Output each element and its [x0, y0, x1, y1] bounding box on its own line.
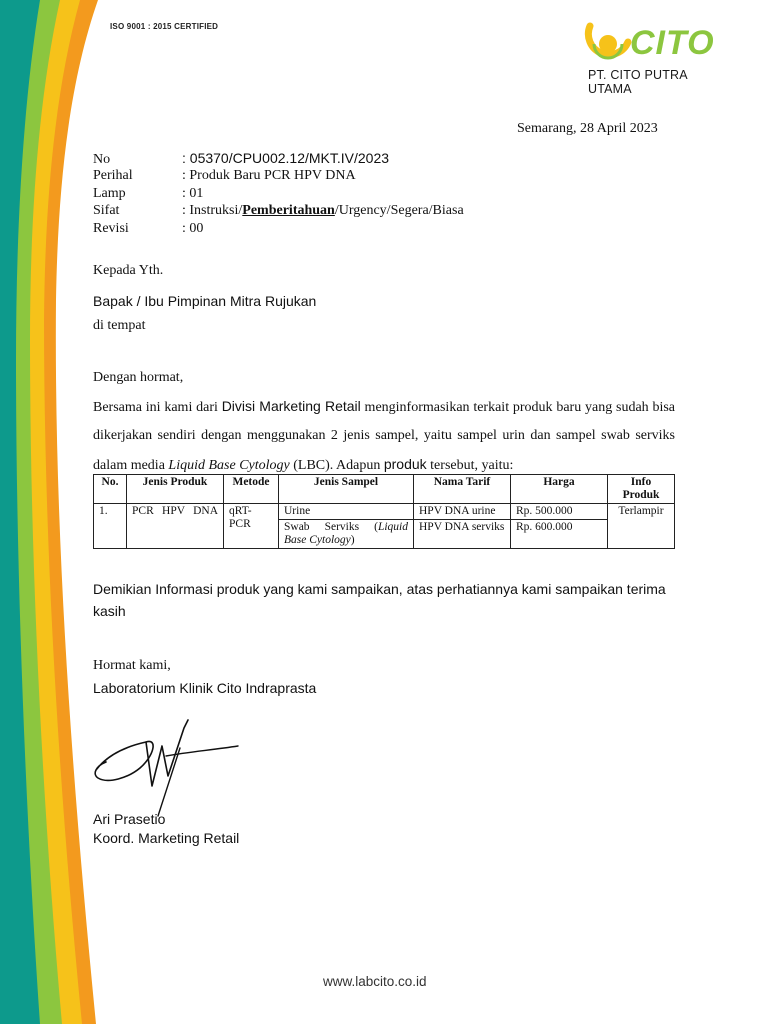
col-header-jenis-produk: Jenis Produk [127, 475, 224, 504]
meta-perihal [93, 167, 356, 185]
cell-harga: Rp. 600.000 [511, 520, 608, 549]
footer-website: www.labcito.co.id [323, 974, 427, 989]
iso-certification: ISO 9001 : 2015 CERTIFIED [110, 22, 219, 31]
sampel-text: Swab Serviks ( [284, 521, 378, 533]
cell-info-produk: Terlampir [608, 504, 675, 549]
col-header-harga: Harga [511, 475, 608, 504]
col-header-jenis-sampel: Jenis Sampel [279, 475, 414, 504]
meta-label: Lamp [93, 186, 126, 201]
meta-lamp [93, 185, 203, 203]
meta-label: Sifat [93, 203, 120, 218]
cell-no: 1. [94, 504, 127, 549]
logo-wordmark: CITO [630, 24, 715, 62]
sampel-italic: Liquid Base Cytology [284, 521, 408, 546]
signer-name: Ari Prasetio [93, 811, 166, 827]
cell-jenis-sampel [279, 520, 414, 549]
col-header-no: No. [94, 475, 127, 504]
cell-jenis-produk-text: PCR HPV DNA [132, 505, 218, 517]
cell-jenis-produk [127, 504, 224, 549]
cell-nama-tarif: HPV DNA urine [414, 504, 511, 520]
meta-value: : Produk Baru PCR HPV DNA [182, 168, 356, 183]
institution-name: Laboratorium Klinik Cito Indraprasta [93, 680, 317, 696]
body-text: tersebut, yaitu: [426, 458, 514, 473]
recipient-place: di tempat [93, 318, 146, 333]
meta-sifat [93, 202, 464, 220]
meta-value: : 01 [182, 186, 204, 201]
regards: Hormat kami, [93, 658, 171, 673]
sampel-end: ) [350, 534, 355, 546]
meta-value: : 00 [182, 221, 204, 236]
col-header-info-produk: Info Produk [608, 475, 675, 504]
col-header-metode: Metode [224, 475, 279, 504]
product-table [93, 474, 675, 549]
produk-word: produk [383, 456, 427, 472]
meta-value-prefix: : Instruksi/ [182, 203, 243, 218]
meta-value-emphasis: Pemberitahuan [242, 203, 335, 218]
cell-nama-tarif: HPV DNA serviks [414, 520, 511, 549]
table-header-row [94, 475, 675, 504]
body-text: Bersama ini kami dari [93, 400, 222, 415]
col-header-nama-tarif: Nama Tarif [414, 475, 511, 504]
salutation: Dengan hormat, [93, 370, 184, 385]
handwritten-signature [88, 712, 248, 822]
logo-sun-icon [584, 22, 632, 66]
company-name: PT. CITO PUTRA UTAMA [588, 68, 688, 96]
meta-label: Revisi [93, 221, 129, 236]
meta-label: Perihal [93, 168, 133, 183]
meta-label: No [93, 152, 111, 167]
cell-harga: Rp. 500.000 [511, 504, 608, 520]
table-row [94, 504, 675, 520]
meta-no [93, 150, 389, 169]
cell-jenis-sampel: Urine [279, 504, 414, 520]
recipient-greeting: Kepada Yth. [93, 263, 164, 278]
closing-paragraph: Demikian Informasi produk yang kami sampaikan, atas perhatiannya kami sampaikan terima kasih [93, 581, 666, 619]
signer-title: Koord. Marketing Retail [93, 830, 240, 846]
meta-value: : 05370/CPU002.12/MKT.IV/2023 [182, 150, 390, 166]
company-logo [584, 20, 734, 96]
lbc-term: Liquid Base Cytology [168, 458, 290, 473]
body-text: menginformasikan terkait produk baru yang sudah bisa dikerjakan sendiri dengan menggunakan 2 jenis sampel, yaitu sampel urin dan sampel swab serviks dalam media [93, 400, 675, 473]
division-name: Divisi Marketing Retail [221, 398, 361, 414]
meta-value-suffix: /Urgency/Segera/Biasa [334, 203, 464, 218]
recipient-name: Bapak / Ibu Pimpinan Mitra Rujukan [93, 293, 317, 309]
letter-date: Semarang, 28 April 2023 [517, 121, 658, 136]
body-text: (LBC). Adapun [289, 458, 384, 473]
body-paragraph [93, 392, 675, 480]
cell-metode: qRT-PCR [224, 504, 279, 549]
meta-revisi [93, 220, 203, 238]
